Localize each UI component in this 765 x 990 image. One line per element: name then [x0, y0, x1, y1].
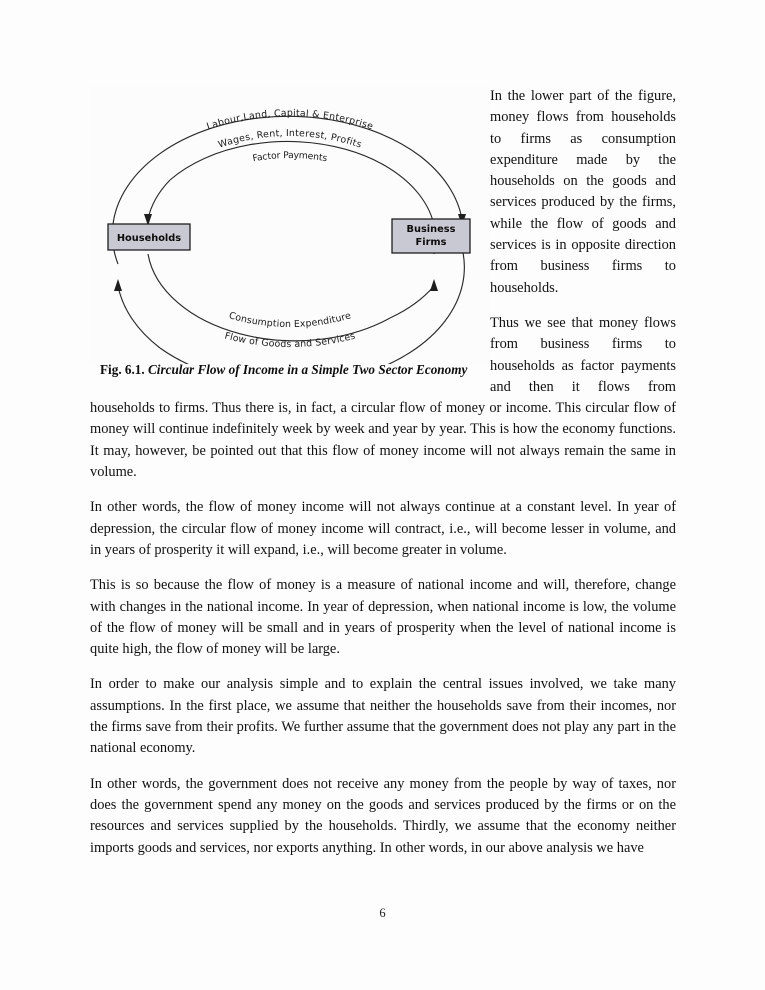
body-paragraph: In other words, the government does not receive any money from the people by way of taxes, nor does the government spend any money on the goods and services produced by the firms or on the resources and services supplied by the households. Thirdly, we assume that the economy neither imports goods and services, nor exports anything. In other words, in our above analysis we have: [90, 775, 676, 856]
label-outer-top: Labour,Land, Capital & Enterprise: [205, 107, 375, 133]
outer-arc-to-firms: [420, 156, 462, 219]
label-inner-top-2: Factor Payments: [251, 149, 329, 165]
business-firms-box-label-line2: Firms: [415, 237, 447, 248]
label-outer-bottom: Flow of Goods and Services: [223, 330, 357, 351]
inner-arc-to-households: [148, 180, 170, 219]
figure-caption-number: Fig. 6.1.: [100, 362, 145, 377]
figure-diagram-canvas: [90, 86, 490, 364]
outer-arc-to-households: [118, 286, 160, 348]
body-paragraph: In the lower part of the figure, money flows from households to firms as consumption expenditure made by the households on the goods and services produced by the firms, while the flow of goods and services is in opposite direction from business firms to households.: [490, 88, 676, 296]
body-paragraph: In other words, the flow of money income will not always continue at a constant level. In year of depression, the circular flow of money income will contract, i.e., will become lesser in volume, and in years of prosperity it will expand, i.e., will become greater in volume.: [90, 499, 676, 558]
label-inner-bottom: Consumption Expenditure: [227, 310, 353, 331]
figure-caption-title: Circular Flow of Income in a Simple Two Sector Economy: [148, 362, 468, 377]
body-paragraph: Thus we see that money flows from business firms to households as factor payments and then it flows from households to firms. Thus there is, in fact, a circular flow of money or income. This circular flow of money will continue indefinitely week by week and year by year. This is how the economy functions. It may, however, be pointed out that this flow of money income will not always remain the same in volume.: [90, 314, 676, 481]
households-box-label: Households: [116, 233, 182, 244]
arrowhead-inner-into-firms: [430, 279, 438, 291]
figure-6-1: [90, 86, 490, 386]
households-box: [108, 224, 190, 250]
business-firms-box-label-line1: Business: [406, 224, 456, 235]
text-column: [90, 86, 676, 873]
circular-flow-diagram: [90, 86, 490, 364]
body-paragraph: In order to make our analysis simple and to explain the central issues involved, we take many assumptions. In the first place, we assume that neither the households save from their incomes, nor the firms save from their profits. We further assume that the government does not play any part in the national economy.: [90, 676, 676, 757]
page-number: 6: [379, 906, 386, 920]
business-firms-box: [392, 219, 470, 253]
figure-caption: [100, 362, 492, 378]
arrowhead-outer-into-households: [114, 279, 122, 291]
inner-arc-to-firms: [390, 286, 434, 318]
body-paragraph: This is so because the flow of money is a measure of national income and will, therefore, change with changes in the national income. In year of depression, when national income is low, the volume of the flow of money will be small and in years of prosperity when the level of national income is quite high, the flow of money will be large.: [90, 577, 676, 658]
label-inner-top-1: Wages, Rent, Interest, Profits: [216, 127, 364, 151]
figure-float-wrapper: [90, 86, 490, 388]
